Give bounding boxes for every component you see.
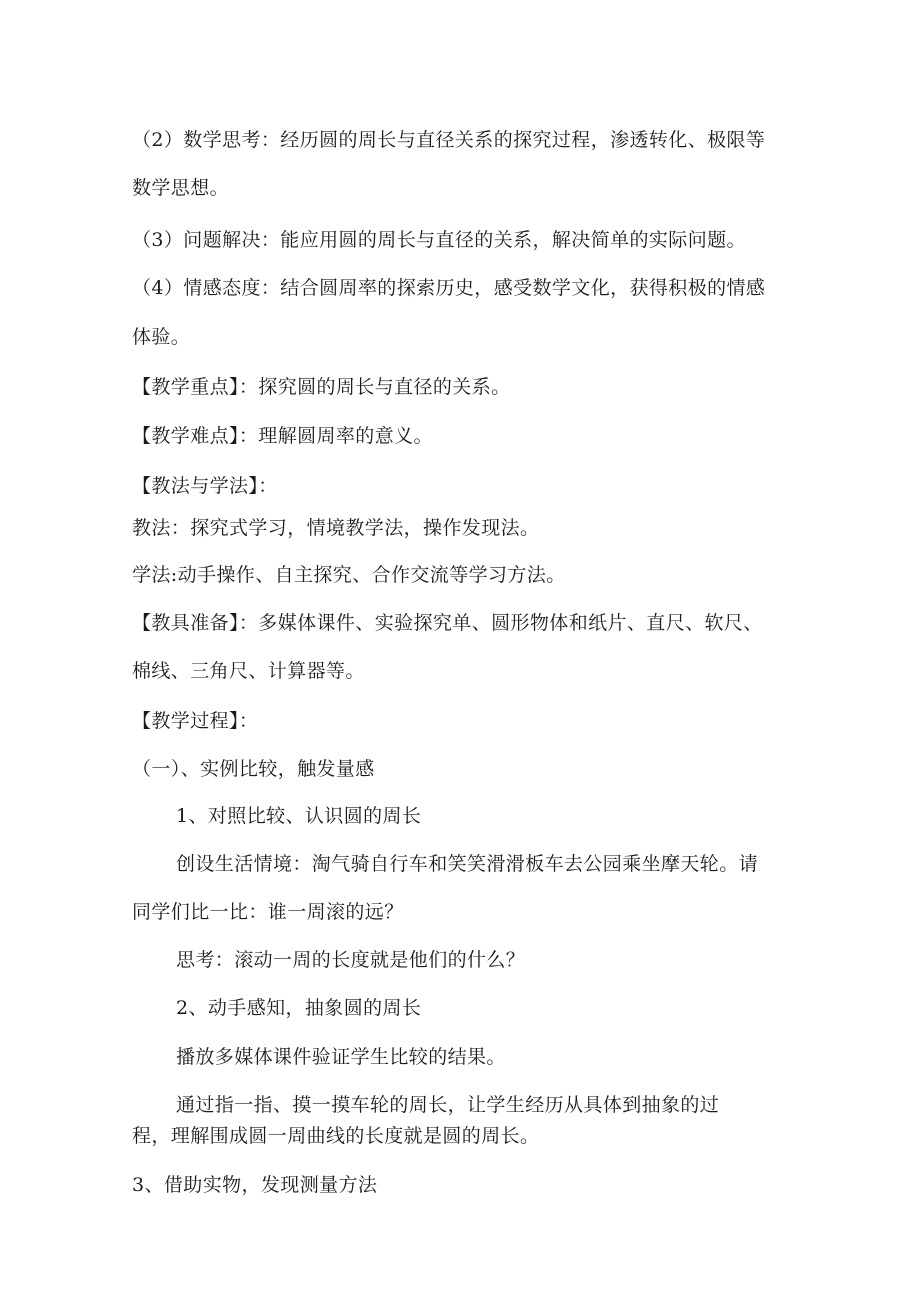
scenario-line-2: 同学们比一比：谁一周滚的远？ [132,901,404,923]
abstraction-line-2: 程，理解围成圆一周曲线的长度就是圆的周长。 [132,1125,540,1147]
learning-method: 学法:动手操作、自主探究、合作交流等学习方法。 [132,564,566,586]
objective-emotion-line-2: 体验。 [132,326,191,348]
objective-problem-solving: （3）问题解决：能应用圆的周长与直径的关系，解决简单的实际问题。 [132,229,746,251]
teaching-key-point: 【教学重点】：探究圆的周长与直径的关系。 [132,376,511,398]
teaching-process-heading: 【教学过程】： [132,710,259,732]
teaching-method: 教法：探究式学习，情境教学法，操作发现法。 [132,517,540,539]
multimedia-verification: 播放多媒体课件验证学生比较的结果。 [176,1046,506,1068]
teaching-aids-line-2: 棉线、三角尺、计算器等。 [132,660,365,682]
objective-math-thinking-line-2: 数学思想。 [132,177,230,199]
objective-emotion-line-1: （4）情感态度：结合圆周率的探索历史，感受数学文化，获得积极的情感 [132,277,766,299]
objective-math-thinking-line-1: （2）数学思考：经历圆的周长与直径关系的探究过程，渗透转化、极限等 [132,129,766,151]
step-2-heading: 2、动手感知，抽象圆的周长 [176,997,422,1019]
thinking-question: 思考：滚动一周的长度就是他们的什么？ [176,949,526,971]
teaching-difficulty: 【教学难点】：理解圆周率的意义。 [132,425,433,447]
scenario-line-1: 创设生活情境：淘气骑自行车和笑笑滑滑板车去公园乘坐摩天轮。请 [176,853,759,875]
methods-heading: 【教法与学法】： [132,475,278,497]
teaching-aids-line-1: 【教具准备】：多媒体课件、实验探究单、圆形物体和纸片、直尺、软尺、 [132,612,763,634]
section-one-heading: （一）、实例比较，触发量感 [132,758,375,780]
abstraction-line-1: 通过指一指、摸一摸车轮的周长，让学生经历从具体到抽象的过 [176,1094,720,1116]
step-3-heading: 3、借助实物，发现测量方法 [132,1174,378,1196]
step-1-heading: 1、对照比较、认识圆的周长 [176,805,422,827]
